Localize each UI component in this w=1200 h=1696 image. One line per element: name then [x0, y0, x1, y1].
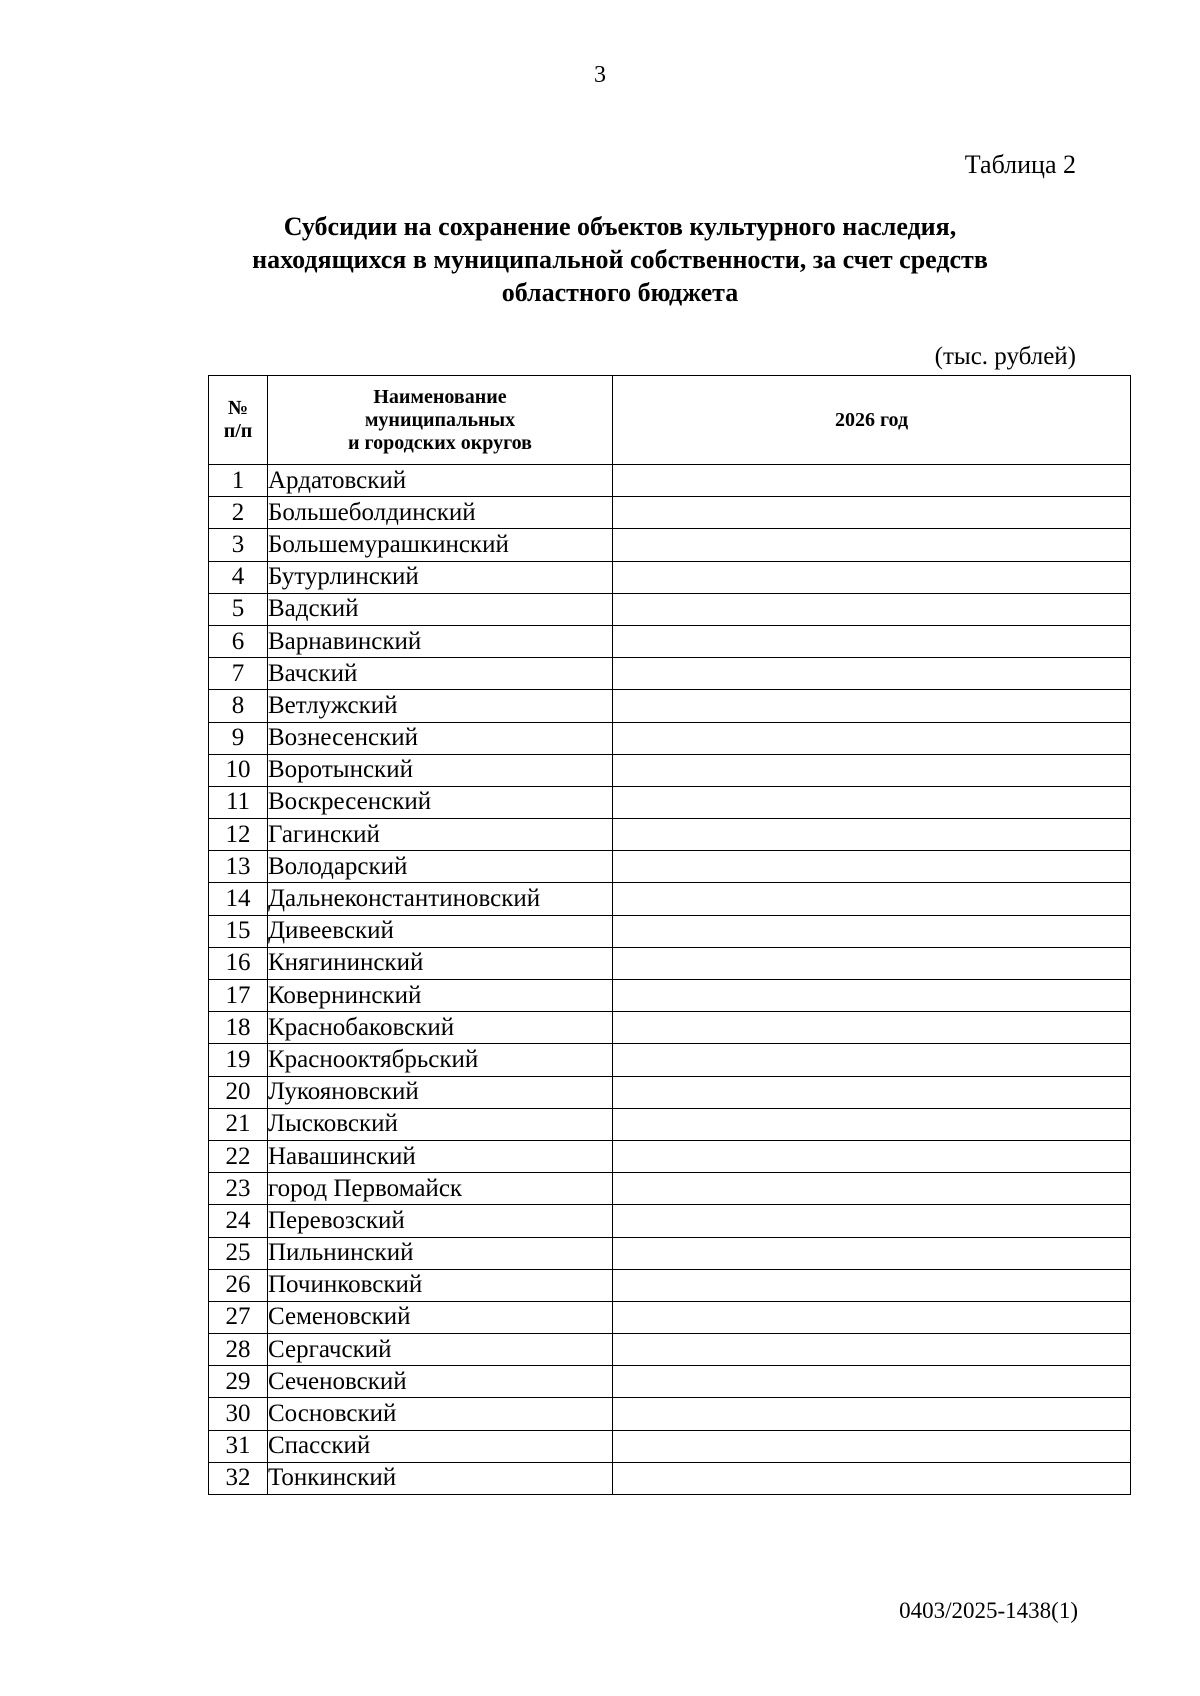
row-name: Воротынский	[268, 754, 613, 786]
row-number: 29	[209, 1366, 268, 1398]
row-name: Лысковский	[268, 1108, 613, 1140]
row-name: Дальнеконстантиновский	[268, 883, 613, 915]
row-value	[613, 722, 1131, 754]
header-year: 2026 год	[613, 376, 1131, 465]
title-line: Субсидии на сохранение объектов культурного наследия,	[283, 212, 957, 241]
row-number: 30	[209, 1398, 268, 1430]
row-value	[613, 851, 1131, 883]
row-number: 20	[209, 1076, 268, 1108]
row-name: Вадский	[268, 593, 613, 625]
row-number: 23	[209, 1173, 268, 1205]
row-value	[613, 1173, 1131, 1205]
table-label: Таблица 2	[964, 150, 1076, 179]
table-row	[209, 754, 1131, 786]
table-row	[209, 1430, 1131, 1462]
units-label: (тыс. рублей)	[934, 343, 1076, 370]
row-name: Краснобаковский	[268, 1012, 613, 1044]
row-number: 18	[209, 1012, 268, 1044]
table-row	[209, 1301, 1131, 1333]
table-row	[209, 497, 1131, 529]
row-name: Княгининский	[268, 947, 613, 979]
row-number: 7	[209, 658, 268, 690]
row-value	[613, 819, 1131, 851]
table-row	[209, 722, 1131, 754]
row-number: 15	[209, 915, 268, 947]
table-row	[209, 1173, 1131, 1205]
table-row	[209, 915, 1131, 947]
row-name: Большемурашкинский	[268, 529, 613, 561]
row-value	[613, 915, 1131, 947]
header-number: № п/п	[209, 376, 268, 465]
table-row	[209, 1108, 1131, 1140]
row-name: Лукояновский	[268, 1076, 613, 1108]
row-number: 17	[209, 980, 268, 1012]
row-number: 12	[209, 819, 268, 851]
row-value	[613, 947, 1131, 979]
row-value	[613, 883, 1131, 915]
table-row	[209, 625, 1131, 657]
row-value	[613, 1366, 1131, 1398]
row-value	[613, 1205, 1131, 1237]
title-line: областного бюджета	[501, 278, 739, 307]
row-value	[613, 690, 1131, 722]
row-value	[613, 1237, 1131, 1269]
row-number: 21	[209, 1108, 268, 1140]
table-row	[209, 1269, 1131, 1301]
table-row	[209, 593, 1131, 625]
row-name: Гагинский	[268, 819, 613, 851]
row-name: Починковский	[268, 1269, 613, 1301]
row-number: 13	[209, 851, 268, 883]
row-value	[613, 1140, 1131, 1172]
row-name: Семеновский	[268, 1301, 613, 1333]
row-name: Ардатовский	[268, 465, 613, 497]
row-number: 5	[209, 593, 268, 625]
row-value	[613, 786, 1131, 818]
row-name: Сосновский	[268, 1398, 613, 1430]
table-body	[209, 465, 1131, 1495]
row-number: 28	[209, 1334, 268, 1366]
row-number: 32	[209, 1462, 268, 1494]
table-row	[209, 1398, 1131, 1430]
table-row	[209, 1237, 1131, 1269]
row-name: Вачский	[268, 658, 613, 690]
row-name: Дивеевский	[268, 915, 613, 947]
row-value	[613, 561, 1131, 593]
row-value	[613, 465, 1131, 497]
row-name: город Первомайск	[268, 1173, 613, 1205]
row-name: Спасский	[268, 1430, 613, 1462]
row-value	[613, 1334, 1131, 1366]
row-name: Большеболдинский	[268, 497, 613, 529]
table-row	[209, 529, 1131, 561]
row-value	[613, 980, 1131, 1012]
row-value	[613, 529, 1131, 561]
header-name: Наименование муниципальных и городских округов	[268, 376, 613, 465]
row-name: Бутурлинский	[268, 561, 613, 593]
row-name: Краснооктябрьский	[268, 1044, 613, 1076]
table-row	[209, 1076, 1131, 1108]
row-value	[613, 1462, 1131, 1494]
row-name: Перевозский	[268, 1205, 613, 1237]
table-row	[209, 1366, 1131, 1398]
row-number: 19	[209, 1044, 268, 1076]
row-number: 1	[209, 465, 268, 497]
row-number: 24	[209, 1205, 268, 1237]
row-value	[613, 497, 1131, 529]
row-number: 6	[209, 625, 268, 657]
table-row	[209, 1462, 1131, 1494]
table-row	[209, 851, 1131, 883]
row-name: Ковернинский	[268, 980, 613, 1012]
table-row	[209, 690, 1131, 722]
row-name: Воскресенский	[268, 786, 613, 818]
row-number: 22	[209, 1140, 268, 1172]
row-value	[613, 658, 1131, 690]
row-number: 10	[209, 754, 268, 786]
row-name: Пильнинский	[268, 1237, 613, 1269]
page-number: 3	[594, 62, 606, 88]
table-row	[209, 947, 1131, 979]
table-row	[209, 980, 1131, 1012]
document-code: 0403/2025-1438(1)	[899, 1598, 1078, 1623]
row-value	[613, 1301, 1131, 1333]
row-name: Варнавинский	[268, 625, 613, 657]
row-value	[613, 625, 1131, 657]
row-value	[613, 1108, 1131, 1140]
row-number: 4	[209, 561, 268, 593]
row-number: 16	[209, 947, 268, 979]
row-value	[613, 1012, 1131, 1044]
row-number: 26	[209, 1269, 268, 1301]
table-row	[209, 1012, 1131, 1044]
table-row	[209, 1205, 1131, 1237]
row-name: Тонкинский	[268, 1462, 613, 1494]
row-name: Сергачский	[268, 1334, 613, 1366]
row-value	[613, 1430, 1131, 1462]
table-row	[209, 786, 1131, 818]
table-header-row	[209, 376, 1131, 465]
table-row	[209, 658, 1131, 690]
row-name: Володарский	[268, 851, 613, 883]
row-value	[613, 593, 1131, 625]
row-value	[613, 1076, 1131, 1108]
row-value	[613, 754, 1131, 786]
row-value	[613, 1269, 1131, 1301]
row-value	[613, 1044, 1131, 1076]
table-row	[209, 561, 1131, 593]
row-number: 3	[209, 529, 268, 561]
table-row	[209, 1044, 1131, 1076]
document-title	[170, 210, 1070, 309]
row-number: 2	[209, 497, 268, 529]
row-name: Вознесенский	[268, 722, 613, 754]
row-number: 11	[209, 786, 268, 818]
row-number: 14	[209, 883, 268, 915]
table-row	[209, 465, 1131, 497]
row-number: 27	[209, 1301, 268, 1333]
row-name: Сеченовский	[268, 1366, 613, 1398]
subsidy-table	[208, 375, 1131, 1495]
row-name: Навашинский	[268, 1140, 613, 1172]
row-number: 31	[209, 1430, 268, 1462]
row-number: 25	[209, 1237, 268, 1269]
row-number: 8	[209, 690, 268, 722]
table-row	[209, 819, 1131, 851]
table-row	[209, 1334, 1131, 1366]
table-row	[209, 883, 1131, 915]
table-row	[209, 1140, 1131, 1172]
row-value	[613, 1398, 1131, 1430]
title-line: находящихся в муниципальной собственности, за счет средств	[252, 245, 988, 274]
row-number: 9	[209, 722, 268, 754]
row-name: Ветлужский	[268, 690, 613, 722]
